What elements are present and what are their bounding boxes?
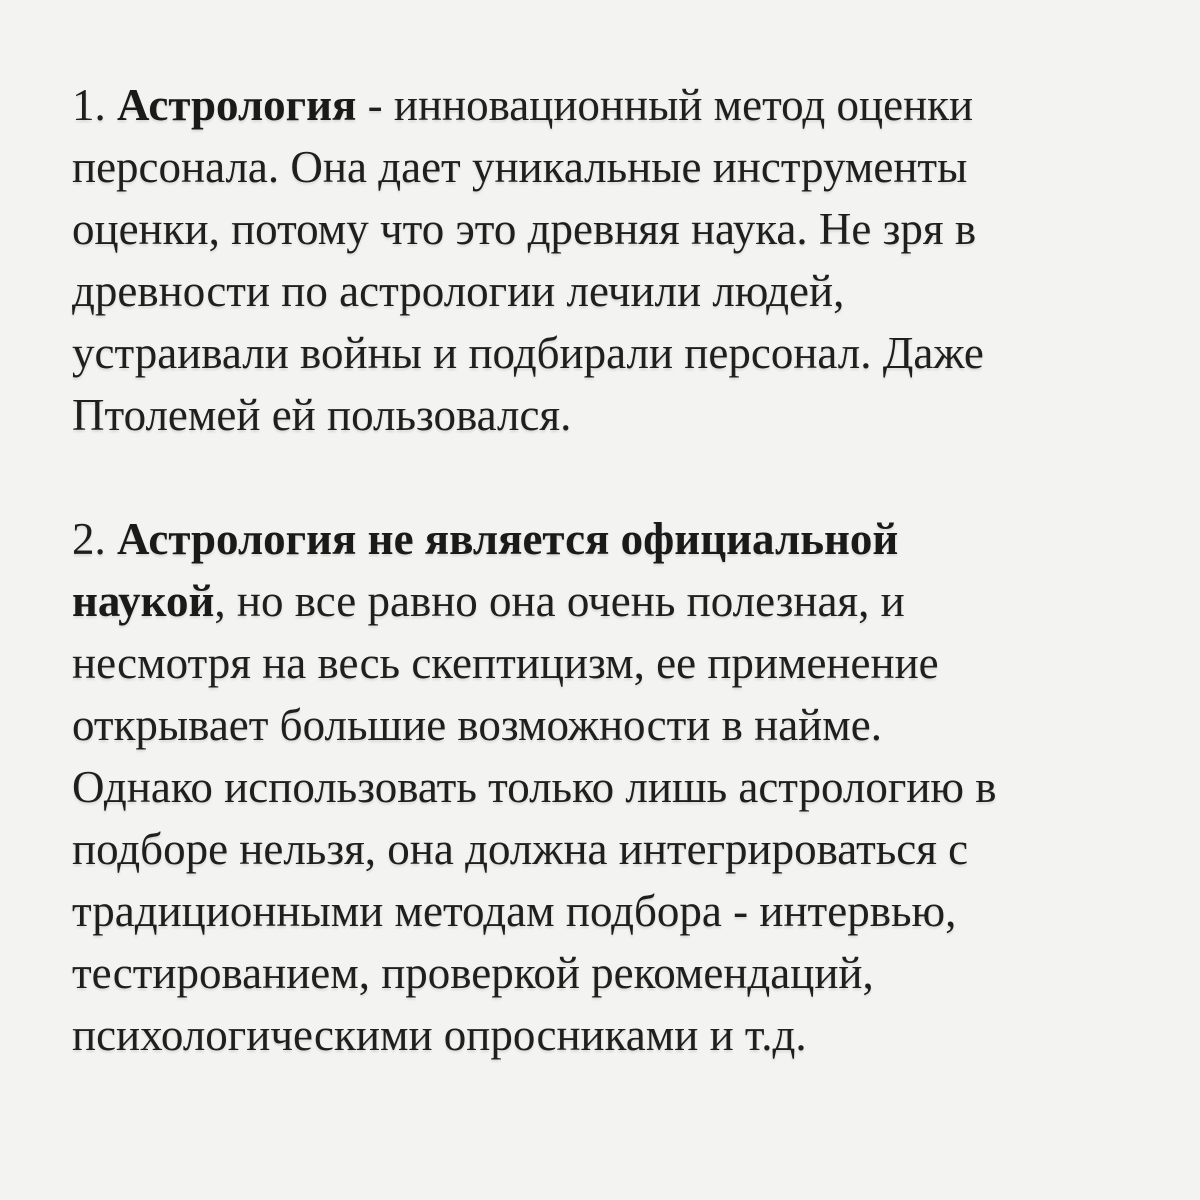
text-segment: 2. — [72, 514, 117, 564]
text-segment: психологическими опросниками и т.д. — [72, 1010, 807, 1060]
text-segment: Однако использовать только лишь астрологию в — [72, 762, 997, 812]
text-segment: тестированием, проверкой рекомендаций, — [72, 948, 874, 998]
text-segment: открывает большие возможности в найме. — [72, 700, 882, 750]
text-segment: оценки, потому что это древняя наука. Не зря в — [72, 204, 977, 254]
text-segment: несмотря на весь скептицизм, ее применение — [72, 638, 939, 688]
text-segment: древности по астрологии лечили людей, — [72, 266, 845, 316]
text-segment: Астрология не является официальной — [117, 514, 899, 564]
text-segment: устраивали войны и подбирали персонал. Даже — [72, 328, 984, 378]
text-segment: подборе нельзя, она должна интегрироваться с — [72, 824, 969, 874]
paragraph-1 — [72, 74, 1142, 446]
text-segment: - инновационный метод оценки — [356, 80, 974, 130]
text-segment: , но все равно она очень полезная, и — [214, 576, 905, 626]
paragraph-2 — [72, 508, 1142, 1066]
text-segment: 1. — [72, 80, 117, 130]
text-segment: персонала. Она дает уникальные инструменты — [72, 142, 968, 192]
text-segment: Астрология — [117, 80, 357, 130]
text-segment: традиционными методам подбора - интервью, — [72, 886, 957, 936]
text-segment: Птолемей ей пользовался. — [72, 390, 572, 440]
text-segment: наукой — [72, 576, 215, 626]
